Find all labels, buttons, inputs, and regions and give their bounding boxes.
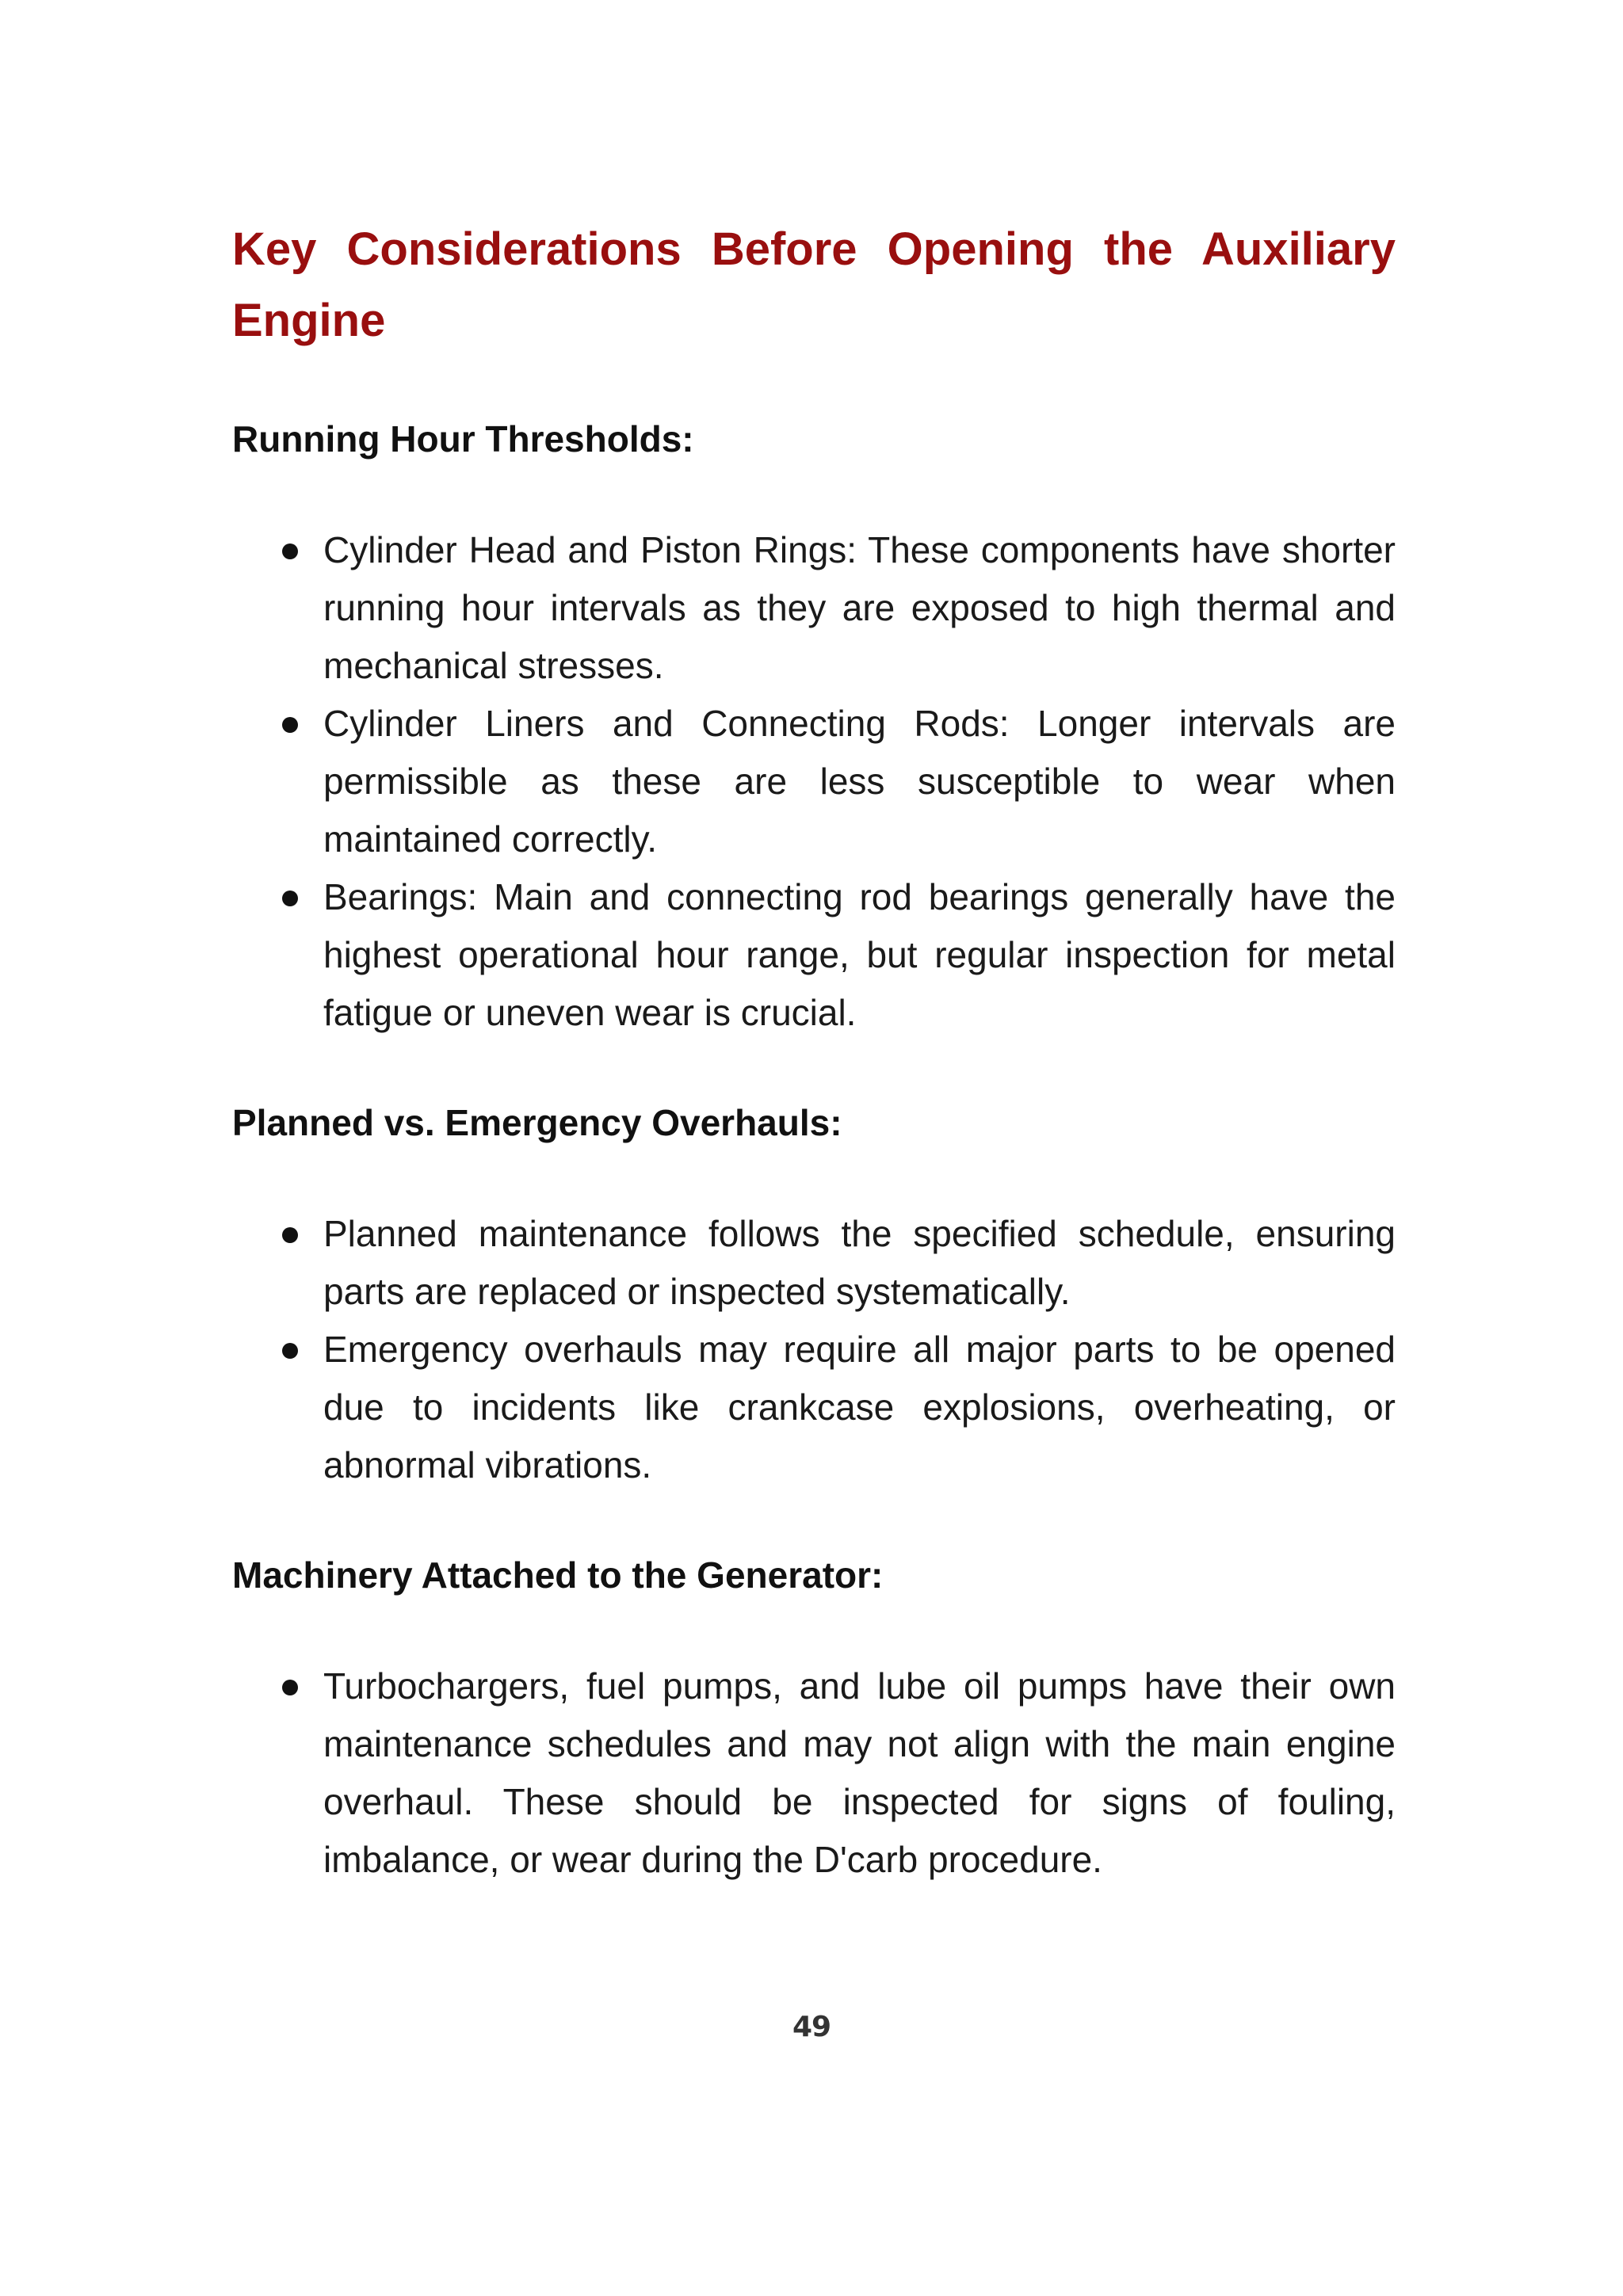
bullet-list-planned-vs-emergency <box>232 1205 1396 1494</box>
list-item-text: Planned maintenance follows the specified schedule, ensuring parts are replaced or inspected systematically. <box>323 1213 1396 1312</box>
list-item-text: Cylinder Liners and Connecting Rods: Longer intervals are permissible as these are less susceptible to wear when maintained correctly. <box>323 703 1396 860</box>
list-item <box>232 1205 1396 1321</box>
list-item <box>232 521 1396 695</box>
list-item <box>232 868 1396 1042</box>
section-heading-planned-vs-emergency: Planned vs. Emergency Overhauls: <box>232 1102 842 1143</box>
list-item-text: Bearings: Main and connecting rod bearings generally have the highest operational hour range, but regular inspection for metal fatigue or uneven wear is crucial. <box>323 876 1396 1033</box>
list-item <box>232 1657 1396 1889</box>
document-page <box>232 214 1396 1889</box>
list-item-text: Emergency overhauls may require all major parts to be opened due to incidents like crankcase explosions, overheating, or abnormal vibrations. <box>323 1329 1396 1486</box>
bullet-icon <box>282 543 298 559</box>
bullet-icon <box>282 717 298 733</box>
list-item-text: Turbochargers, fuel pumps, and lube oil pumps have their own maintenance schedules and may not align with the main engine overhaul. These should be inspected for signs of fouling, imbalance, or wear during the D'carb procedure. <box>323 1665 1396 1880</box>
bullet-list-machinery-attached <box>232 1657 1396 1889</box>
list-item <box>232 1321 1396 1494</box>
bullet-icon <box>282 891 298 906</box>
bullet-icon <box>282 1680 298 1695</box>
page-number: 49 <box>792 2011 831 2043</box>
bullet-list-running-hour-thresholds <box>232 521 1396 1042</box>
document-title: Key Considerations Before Opening the Auxiliary Engine <box>232 223 1396 346</box>
section-heading-running-hour-thresholds: Running Hour Thresholds: <box>232 418 694 460</box>
bullet-icon <box>282 1343 298 1359</box>
bullet-icon <box>282 1227 298 1243</box>
list-item-text: Cylinder Head and Piston Rings: These components have shorter running hour intervals as they are exposed to high thermal and mechanical stresses. <box>323 529 1396 686</box>
list-item <box>232 695 1396 868</box>
section-heading-machinery-attached: Machinery Attached to the Generator: <box>232 1554 884 1596</box>
